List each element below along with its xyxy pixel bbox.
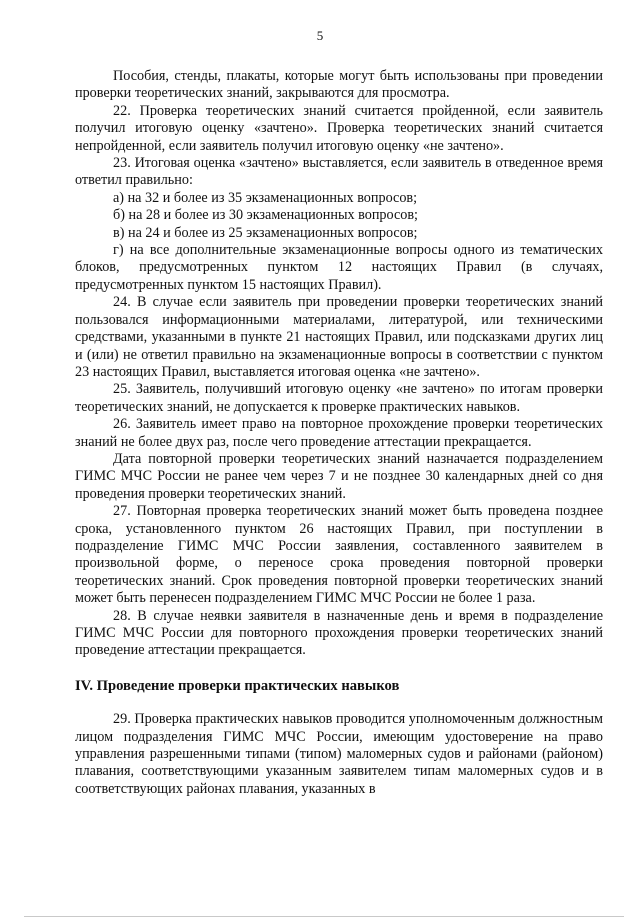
paragraph-23: 23. Итоговая оценка «зачтено» выставляется, если заявитель в отведенное время ответил правильно:	[75, 155, 603, 189]
page-number: 5	[316, 28, 324, 43]
document-body	[75, 68, 603, 798]
paragraph-24: 24. В случае если заявитель при проведении проверки теоретических знаний пользовался информационными материалами, литературой, или техническими средствами, указанными в пункте 21 настоящих Правил, или подсказками других лиц и (или) не ответил правильно на экзаменационные вопросы в соответствии с пунктом 23 настоящих Правил, выставляется итоговая оценка «не зачтено».	[75, 294, 603, 380]
list-item-b: б) на 28 и более из 30 экзаменационных вопросов;	[113, 207, 418, 224]
list-item-g: г) на все дополнительные экзаменационные вопросы одного из тематических блоков, предусмотренных пунктом 12 настоящих Правил (в случаях, предусмотренных пунктом 15 настоящих Правил).	[75, 242, 603, 293]
list-item-v: в) на 24 и более из 25 экзаменационных вопросов;	[113, 224, 418, 241]
paragraph-26-date: Дата повторной проверки теоретических знаний назначается подразделением ГИМС МЧС России не ранее чем через 7 и не позднее 30 календарных дней со дня проведения проверки теоретических знаний.	[75, 450, 603, 502]
paragraph-22: 22. Проверка теоретических знаний считается пройденной, если заявитель получил итоговую оценку «зачтено». Проверка теоретических знаний считается непройденной, если заявитель получил итоговую оценку «не зачтено».	[75, 102, 603, 154]
section-heading: IV. Проведение проверки практических навыков	[75, 677, 400, 694]
scan-edge-line	[24, 916, 624, 917]
paragraph-29: 29. Проверка практических навыков проводится уполномоченным должностным лицом подразделения ГИМС МЧС России, имеющим удостоверение на право управления разрешенными типами (типом) маломерных судов и районами (районом) плавания, соответствующими указанным заявителем типам маломерных судов и в соответствующих районах плавания, указанных в	[75, 711, 603, 797]
paragraph-28: 28. В случае неявки заявителя в назначенные день и время в подразделение ГИМС МЧС России для повторного прохождения проверки теоретических знаний проведение аттестации прекращается.	[75, 607, 603, 659]
paragraph-27: 27. Повторная проверка теоретических знаний может быть проведена позднее срока, установленного пунктом 26 настоящих Правил, при поступлении в подразделение ГИМС МЧС России заявления, составленного заявителем в произвольной форме, о переносе срока проведения повторной проверки теоретических знаний. Срок проведения повторной проверки теоретических знаний может быть перенесен подразделением ГИМС МЧС России не более 1 раза.	[75, 503, 603, 607]
paragraph-manuals-closed: Пособия, стенды, плакаты, которые могут быть использованы при проведении проверки теоретических знаний, закрываются для просмотра.	[75, 68, 603, 102]
list-item-a: а) на 32 и более из 35 экзаменационных вопросов;	[113, 189, 418, 206]
paragraph-25: 25. Заявитель, получивший итоговую оценку «не зачтено» по итогам проверки теоретических знаний, не допускается к проверке практических навыков.	[75, 381, 603, 415]
paragraph-26: 26. Заявитель имеет право на повторное прохождение проверки теоретических знаний не более двух раз, после чего проведение аттестации прекращается.	[75, 416, 603, 450]
